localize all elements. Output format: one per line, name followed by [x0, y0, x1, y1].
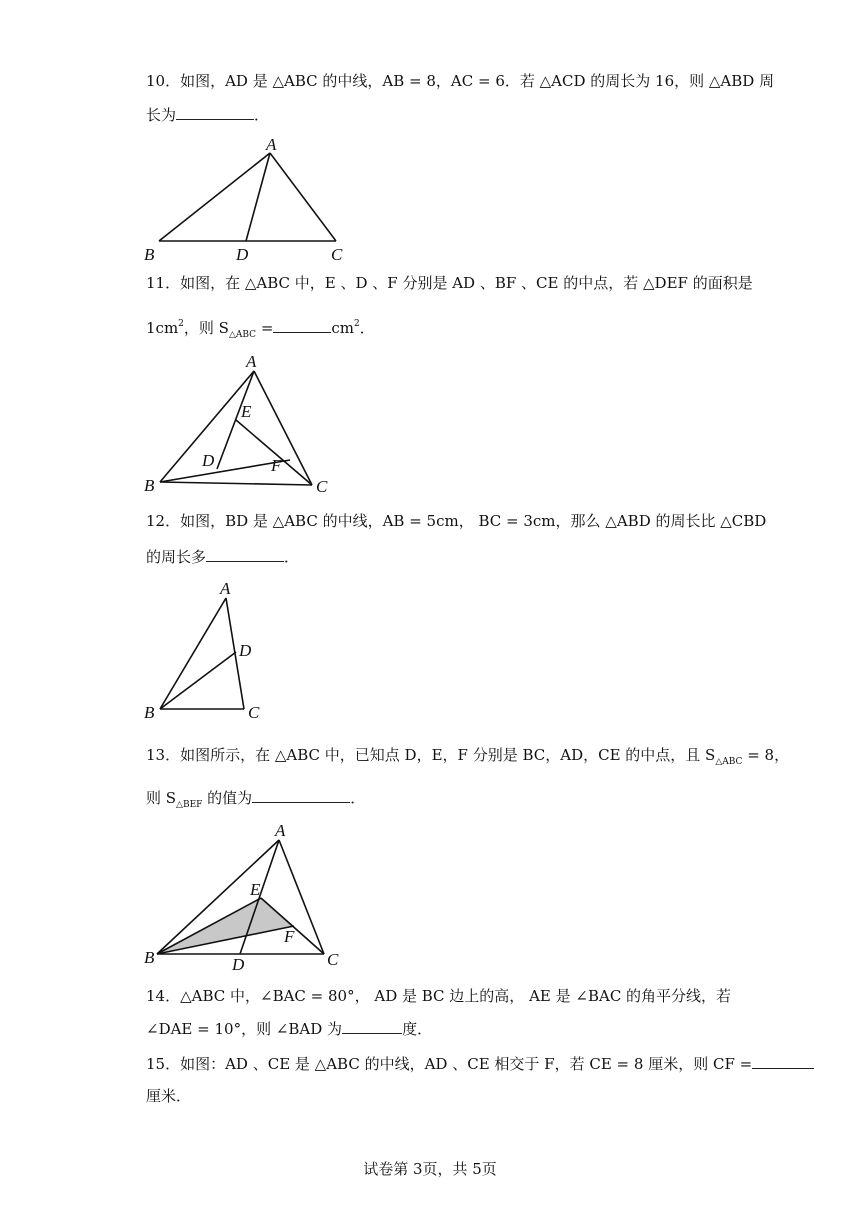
q13-s-sub2: △BEF: [176, 800, 203, 810]
q11-segment-ce: [236, 420, 312, 485]
q12-answer-blank[interactable]: [206, 546, 284, 562]
q10-label-d: D: [236, 245, 249, 264]
q11-label-f: F: [271, 456, 282, 475]
q11-text-line1: 11．如图，在 △ABC 中，E 、D 、F 分别是 AD 、BF 、CE 的中点，若 △DEF 的面积是: [146, 274, 753, 292]
q11-unit: cm: [331, 319, 355, 337]
q13-text-main: 13．如图所示，在 △ABC 中，已知点 D，E，F 分别是 BC，AD，CE 的中点，且 S: [146, 746, 716, 764]
q12-label-c: C: [248, 703, 260, 722]
q15-text-line2: 厘米．: [146, 1087, 192, 1105]
q11-area-value: 1cm: [146, 319, 179, 337]
q13-s-symbol: 则 S: [146, 789, 177, 807]
q12-period: ．: [284, 548, 300, 566]
q13-label-a: A: [275, 821, 286, 840]
q10-text-line2: [146, 104, 269, 126]
q13-figure: [140, 820, 360, 980]
q10-text-prefix: 长为: [146, 106, 177, 124]
q12-label-a: A: [220, 579, 231, 598]
q13-answer-blank[interactable]: [252, 787, 350, 803]
q13-label-f: F: [284, 927, 295, 946]
q13-given-value: = 8，: [742, 746, 790, 764]
q13-text-line1: [146, 744, 789, 773]
q11-figure: [140, 350, 340, 500]
q11-s-symbol: ，则 S: [183, 319, 229, 337]
q13-label-e: E: [250, 880, 261, 899]
q11-unit-exp: 2: [354, 319, 360, 329]
q11-label-c: C: [316, 477, 328, 496]
q11-answer-blank[interactable]: [273, 317, 331, 333]
q13-label-b: B: [144, 948, 155, 967]
q12-text-prefix: 的周长多: [146, 548, 207, 566]
q13-shaded-triangle-bef: [157, 898, 294, 954]
q11-area-exp: 2: [178, 319, 184, 329]
q10-side-ab: [159, 153, 270, 241]
q13-text-prefix: 的值为: [202, 789, 253, 807]
q14-text-line1: 14．△ABC 中，∠BAC = 80°， AD 是 BC 边上的高， AE 是 ∠BAC 的角平分线，若: [146, 987, 732, 1005]
q12-label-d: D: [239, 641, 252, 660]
q12-text-line2: [146, 546, 299, 568]
q14-unit: 度．: [402, 1020, 433, 1038]
q11-s-sub: △ABC: [228, 330, 257, 340]
q11-label-b: B: [144, 476, 155, 495]
q11-label-e: E: [241, 402, 252, 421]
q11-label-d: D: [202, 451, 215, 470]
q10-label-c: C: [331, 245, 343, 264]
q10-side-ac: [270, 153, 336, 241]
q10-label-a: A: [266, 135, 277, 154]
q12-figure: [140, 578, 280, 728]
q10-label-b: B: [144, 245, 155, 264]
q13-s-sub: △ABC: [715, 757, 743, 767]
q13-period: ．: [350, 789, 366, 807]
q11-text-line2: [146, 313, 375, 346]
q14-answer-blank[interactable]: [342, 1018, 402, 1034]
q10-text-suffix: ．: [254, 106, 270, 124]
q11-equals: =: [256, 319, 274, 337]
q14-text-line2: [146, 1018, 432, 1040]
q10-answer-blank[interactable]: [176, 104, 254, 120]
q10-text-line1: 10．如图，AD 是 △ABC 的中线，AB = 8，AC = 6．若 △ACD 的周长为 16，则 △ABD 周: [146, 72, 775, 90]
q15-answer-blank[interactable]: [752, 1053, 814, 1069]
q13-text-line2: [146, 787, 365, 816]
q11-period: ．: [359, 319, 375, 337]
q10-median-ad: [246, 153, 270, 241]
q13-label-d: D: [232, 955, 245, 974]
q12-label-b: B: [144, 703, 155, 722]
q12-median-bd: [160, 652, 236, 709]
q12-text-line1: 12．如图，BD 是 △ABC 的中线，AB = 5cm， BC = 3cm，那么 △ABD 的周长比 △CBD: [146, 512, 767, 530]
page-footer: 试卷第 3页，共 5页: [363, 1160, 497, 1178]
q10-figure: [140, 136, 360, 266]
q14-text-prefix: ∠DAE = 10°，则 ∠BAD 为: [146, 1020, 343, 1038]
q15-text-main: 15．如图：AD 、CE 是 △ABC 的中线，AD 、CE 相交于 F，若 CE = 8 厘米，则 CF =: [146, 1055, 753, 1073]
q13-label-c: C: [327, 950, 339, 969]
q15-text-line1: [146, 1053, 814, 1075]
q11-label-a: A: [246, 352, 257, 371]
